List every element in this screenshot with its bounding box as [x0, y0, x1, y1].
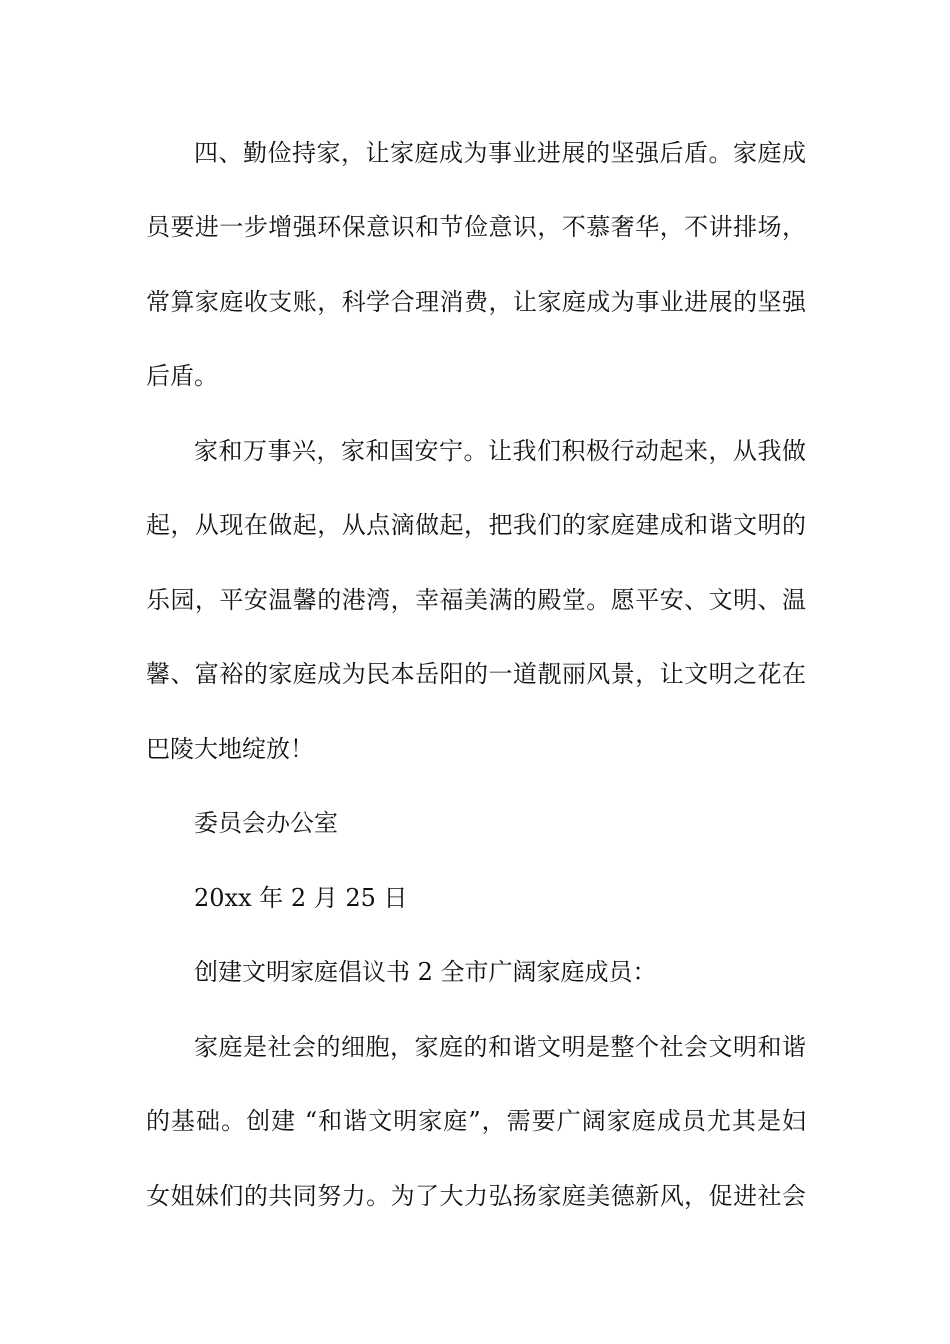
paragraph-1-line-2: 员要进一步增强环保意识和节俭意识，不慕奢华，不讲排场，	[146, 213, 806, 241]
proposal-2-heading: 创建文明家庭倡议书 2 全市广阔家庭成员：	[194, 958, 657, 986]
paragraph-3-line-3: 女姐妹们的共同努力。为了大力弘扬家庭美德新风，促进社会	[146, 1182, 806, 1210]
paragraph-1-line-3: 常算家庭收支账，科学合理消费，让家庭成为事业进展的坚强	[146, 288, 806, 316]
signature-office: 委员会办公室	[194, 809, 338, 837]
paragraph-3-line-1: 家庭是社会的细胞，家庭的和谐文明是整个社会文明和谐	[194, 1033, 806, 1061]
paragraph-1-line-4: 后盾。	[146, 362, 218, 390]
paragraph-2-line-4: 馨、富裕的家庭成为民本岳阳的一道靓丽风景，让文明之花在	[146, 660, 806, 688]
paragraph-1-line-1: 四、勤俭持家，让家庭成为事业进展的坚强后盾。家庭成	[194, 139, 806, 167]
paragraph-2-line-3: 乐园，平安温馨的港湾，幸福美满的殿堂。愿平安、文明、温	[146, 586, 806, 614]
paragraph-2-line-5: 巴陵大地绽放！	[146, 735, 314, 763]
paragraph-2-line-2: 起，从现在做起，从点滴做起，把我们的家庭建成和谐文明的	[146, 511, 806, 539]
paragraph-3-line-2: 的基础。创建 “和谐文明家庭”，需要广阔家庭成员尤其是妇	[146, 1107, 806, 1135]
paragraph-2-line-1: 家和万事兴，家和国安宁。让我们积极行动起来，从我做	[194, 437, 806, 465]
signature-date: 20xx 年 2 月 25 日	[194, 884, 408, 912]
